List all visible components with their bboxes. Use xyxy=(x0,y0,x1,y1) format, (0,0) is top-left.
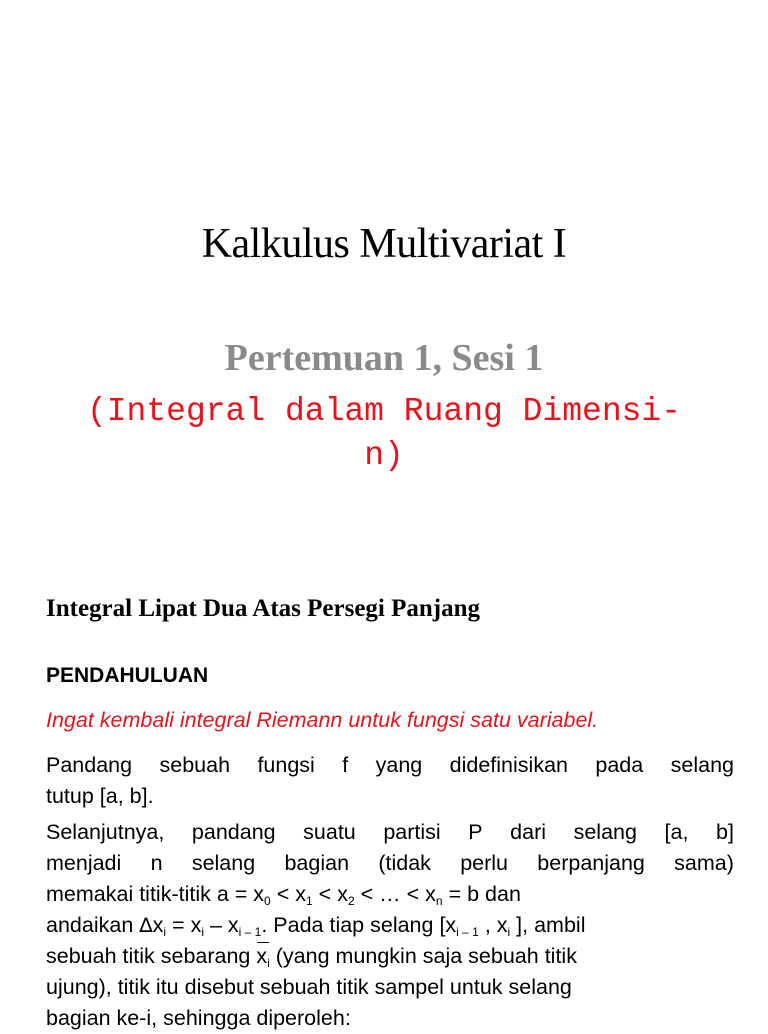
text-run: . Pada tiap selang [x xyxy=(261,913,457,937)
text-run: andaikan xyxy=(46,913,140,937)
word: (tidak xyxy=(378,851,431,875)
word: partisi xyxy=(383,820,441,844)
reminder-text: Ingat kembali integral Riemann untuk fungsi satu variabel. xyxy=(46,708,599,732)
word: suatu xyxy=(303,820,356,844)
section-heading: PENDAHULUAN xyxy=(46,664,209,687)
paragraph-2-line-6: ujung), titik itu disebut sebuah titik sampel untuk selang xyxy=(46,975,572,999)
word: b] xyxy=(715,820,734,844)
paragraph-2-line-2 xyxy=(46,848,734,879)
text-run: ], ambil xyxy=(510,913,586,937)
subscript: i xyxy=(201,925,204,939)
text-run: , x xyxy=(478,913,508,937)
word: selang xyxy=(191,851,256,875)
subscript: i – 1 xyxy=(456,925,479,939)
subscript: n xyxy=(435,894,443,908)
word: menjadi xyxy=(46,851,122,875)
word: selang xyxy=(573,820,637,844)
subscript: 0 xyxy=(264,894,271,908)
word: sebuah xyxy=(159,753,231,777)
word: Selanjutnya, xyxy=(46,820,165,844)
subscript: i xyxy=(267,956,270,970)
text-run: < x xyxy=(312,882,348,906)
text-run: = b dan xyxy=(442,882,521,906)
text-run: < x xyxy=(270,882,306,906)
text-run: – x xyxy=(204,913,239,937)
word: selang xyxy=(670,753,734,777)
paragraph-2-line-5 xyxy=(46,941,734,972)
word: berpanjang xyxy=(537,851,645,875)
text-run: x xyxy=(152,913,164,937)
delta-symbol: ∆ xyxy=(139,913,153,937)
subscript: 1 xyxy=(306,894,313,908)
text-run: = x xyxy=(166,913,202,937)
word: bagian xyxy=(284,851,350,875)
word: [a, xyxy=(664,820,689,844)
word: n xyxy=(150,851,163,875)
subscript: i xyxy=(507,925,511,939)
word: didefinisikan xyxy=(449,753,568,777)
word: fungsi xyxy=(257,753,315,777)
paragraph-2-line-3 xyxy=(46,879,734,910)
subtitle-topic xyxy=(60,390,708,478)
text-run: sebuah titik sebarang xyxy=(46,944,257,968)
text-run: memakai titik-titik a = x xyxy=(46,882,265,906)
word: pandang xyxy=(191,820,276,844)
x-bar-symbol xyxy=(256,941,269,972)
paragraph-1-line-1 xyxy=(46,750,734,781)
word: pada xyxy=(595,753,644,777)
paragraph-2 xyxy=(46,817,734,1034)
paragraph-2-line-1 xyxy=(46,817,734,848)
word: dari xyxy=(510,820,547,844)
section-title: Integral Lipat Dua Atas Persegi Panjang xyxy=(46,595,481,622)
subtitle: Pertemuan 1, Sesi 1 xyxy=(224,337,544,379)
subscript: 2 xyxy=(347,894,355,908)
page-title: Kalkulus Multivariat I xyxy=(201,221,567,267)
paragraph-2-line-4 xyxy=(46,910,734,941)
subtitle-topic-line-2: n) xyxy=(364,437,404,474)
word: sama) xyxy=(674,851,734,875)
word: perlu xyxy=(460,851,508,875)
text-run: < … < x xyxy=(354,882,436,906)
word: f xyxy=(342,753,349,777)
text-run: (yang mungkin saja sebuah titik xyxy=(269,944,577,968)
word: P xyxy=(468,820,483,844)
word: yang xyxy=(375,753,423,777)
word: Pandang xyxy=(46,753,133,777)
paragraph-1 xyxy=(46,750,734,812)
subscript: i – 1 xyxy=(238,925,262,939)
paragraph-2-line-7: bagian ke-i, sehingga diperoleh: xyxy=(46,1006,351,1030)
paragraph-1-line-2: tutup [a, b]. xyxy=(46,784,154,808)
overline xyxy=(257,942,268,943)
x-bar-letter: x xyxy=(256,944,268,968)
subscript: i xyxy=(163,925,167,939)
subtitle-topic-line-1: (Integral dalam Ruang Dimensi- xyxy=(86,393,682,430)
